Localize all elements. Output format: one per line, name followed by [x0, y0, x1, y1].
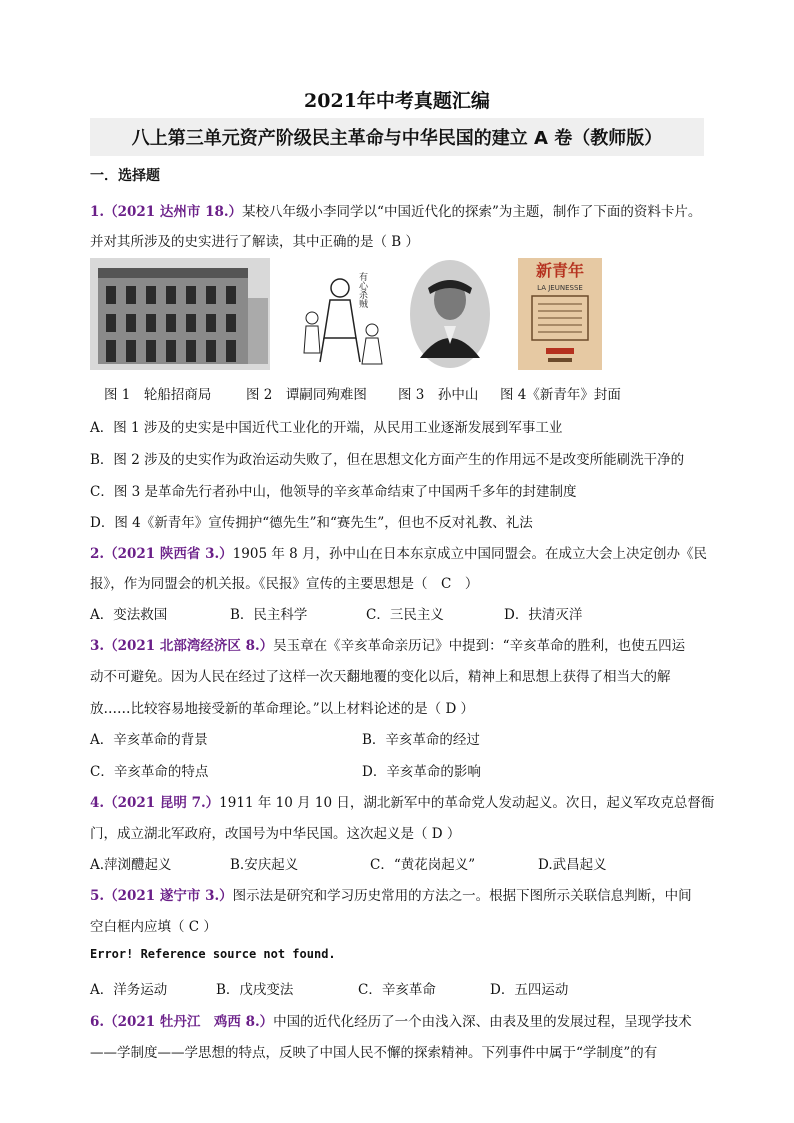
- q1-option-c: C．图 3 是革命先行者孙中山，他领导的辛亥革命结束了中国两千多年的封建制度: [90, 484, 577, 500]
- q3-option-c: C．辛亥革命的特点: [90, 764, 209, 780]
- question-text: 某校八年级小李同学以“中国近代化的探索”为主题，制作了下面的资料卡片。: [242, 204, 702, 220]
- q1-option-a: A．图 1 涉及的史实是中国近代工业化的开端，从民用工业逐渐发展到军事工业: [90, 420, 563, 436]
- question-5-line-2: 空白框内应填（ C ）: [90, 919, 217, 935]
- question-2-line-1: [90, 542, 710, 562]
- cover-subtitle: LA JEUNESSE: [537, 284, 583, 292]
- building-photo: [90, 258, 270, 370]
- question-number: 5.: [90, 888, 105, 904]
- question-source: （2021 遂宁市 3.）: [104, 888, 233, 904]
- q3-option-a: A．辛亥革命的背景: [90, 732, 208, 748]
- question-5-line-1: [90, 884, 710, 904]
- question-source: （2021 达州市 18.）: [104, 204, 243, 220]
- question-4-line-1: [90, 791, 715, 811]
- question-3-line-1: [90, 634, 710, 654]
- question-source: （2021 牡丹江 鸡西 8.）: [104, 1014, 274, 1030]
- page-title: 2021年中考真题汇编: [304, 90, 490, 112]
- q4-option-c: C．“黄花岗起义”: [370, 857, 476, 873]
- question-number: 4.: [90, 795, 105, 811]
- sun-yatsen-portrait: [408, 258, 492, 370]
- caption-4: 图 4《新青年》封面: [500, 387, 621, 403]
- question-text: 中国的近代化经历了一个由浅入深、由表及里的发展过程，呈现学技术: [273, 1014, 692, 1030]
- question-number: 3.: [90, 638, 105, 654]
- q2-options: [90, 603, 710, 623]
- q3-options-row-1: [90, 728, 710, 748]
- cover-title: 新青年: [535, 261, 585, 280]
- q4-options: [90, 853, 710, 873]
- question-1-line-1: [90, 200, 710, 220]
- q2-option-a: A．变法救国: [90, 607, 168, 623]
- question-3-line-2: 动不可避免。因为人民在经过了这样一次天翻地覆的变化以后，精神上和思想上获得了相当大的解: [90, 669, 671, 685]
- subtitle-text: 八上第三单元资产阶级民主革命与中华民国的建立 A 卷（教师版）: [131, 128, 663, 149]
- question-source: （2021 陕西省 3.）: [104, 546, 233, 562]
- q3-option-b: B．辛亥革命的经过: [362, 732, 480, 748]
- q5-options: [90, 978, 710, 998]
- page-subtitle: [90, 118, 704, 156]
- caption-1: 图 1 轮船招商局: [104, 387, 212, 403]
- question-text: 1911 年 10 月 10 日，湖北新军中的革命党人发动起义。次日，起义军攻克总督衙: [219, 795, 715, 811]
- q1-option-d: D．图 4《新青年》宣传拥护“德先生”和“赛先生”，但也不反对礼教、礼法: [90, 515, 533, 531]
- caption-3: 图 3 孙中山: [398, 387, 479, 403]
- q5-option-d: D．五四运动: [490, 982, 569, 998]
- question-1-line-2: 并对其所涉及的史实进行了解读，其中正确的是（ B ）: [90, 234, 420, 250]
- question-number: 6.: [90, 1014, 105, 1030]
- question-3-line-3: 放……比较容易地接受新的革命理论。”以上材料论述的是（ D ）: [90, 701, 475, 717]
- question-text: 吴玉章在《辛亥革命亲历记》中提到：“辛亥革命的胜利，也使五四运: [273, 638, 686, 654]
- q5-option-a: A．洋务运动: [90, 982, 168, 998]
- q4-option-d: D.武昌起义: [538, 857, 607, 873]
- question-number: 1.: [90, 204, 105, 220]
- q3-options-row-2: [90, 760, 710, 780]
- question-number: 2.: [90, 546, 105, 562]
- sketch-inscription: 有心杀贼: [357, 272, 367, 308]
- question-text: 1905 年 8 月，孙中山在日本东京成立中国同盟会。在成立大会上决定创办《民: [232, 546, 707, 562]
- q2-option-d: D．扶清灭洋: [504, 607, 583, 623]
- q5-option-c: C．辛亥革命: [358, 982, 436, 998]
- q2-option-c: C．三民主义: [366, 607, 444, 623]
- tan-sitong-sketch: [300, 258, 390, 370]
- section-heading: 一．选择题: [90, 168, 160, 184]
- question-source: （2021 北部湾经济区 8.）: [104, 638, 274, 654]
- caption-2: 图 2 谭嗣同殉难图: [246, 387, 367, 403]
- q4-option-b: B.安庆起义: [230, 857, 299, 873]
- q1-option-b: B．图 2 涉及的史实作为政治运动失败了，但在思想文化方面产生的作用远不是改变所能刷洗干净的: [90, 452, 685, 468]
- question-text: 图示法是研究和学习历史常用的方法之一。根据下图所示关联信息判断，中间: [232, 888, 692, 904]
- question-2-line-2: 报》，作为同盟会的机关报。《民报》宣传的主要思想是（ C ）: [90, 576, 479, 592]
- reference-error: Error! Reference source not found.: [90, 947, 336, 961]
- new-youth-cover: [518, 258, 602, 370]
- q3-option-d: D．辛亥革命的影响: [362, 764, 481, 780]
- q2-option-b: B．民主科学: [230, 607, 308, 623]
- question-6-line-1: [90, 1010, 710, 1030]
- question-4-line-2: 门，成立湖北军政府，改国号为中华民国。这次起义是（ D ）: [90, 826, 461, 842]
- q5-option-b: B．戊戌变法: [216, 982, 294, 998]
- figure-row: [90, 258, 710, 373]
- question-6-line-2: ——学制度——学思想的特点，反映了中国人民不懈的探索精神。下列事件中属于“学制度”的有: [90, 1045, 658, 1061]
- question-source: （2021 昆明 7.）: [104, 795, 220, 811]
- q4-option-a: A.萍浏醴起义: [90, 857, 172, 873]
